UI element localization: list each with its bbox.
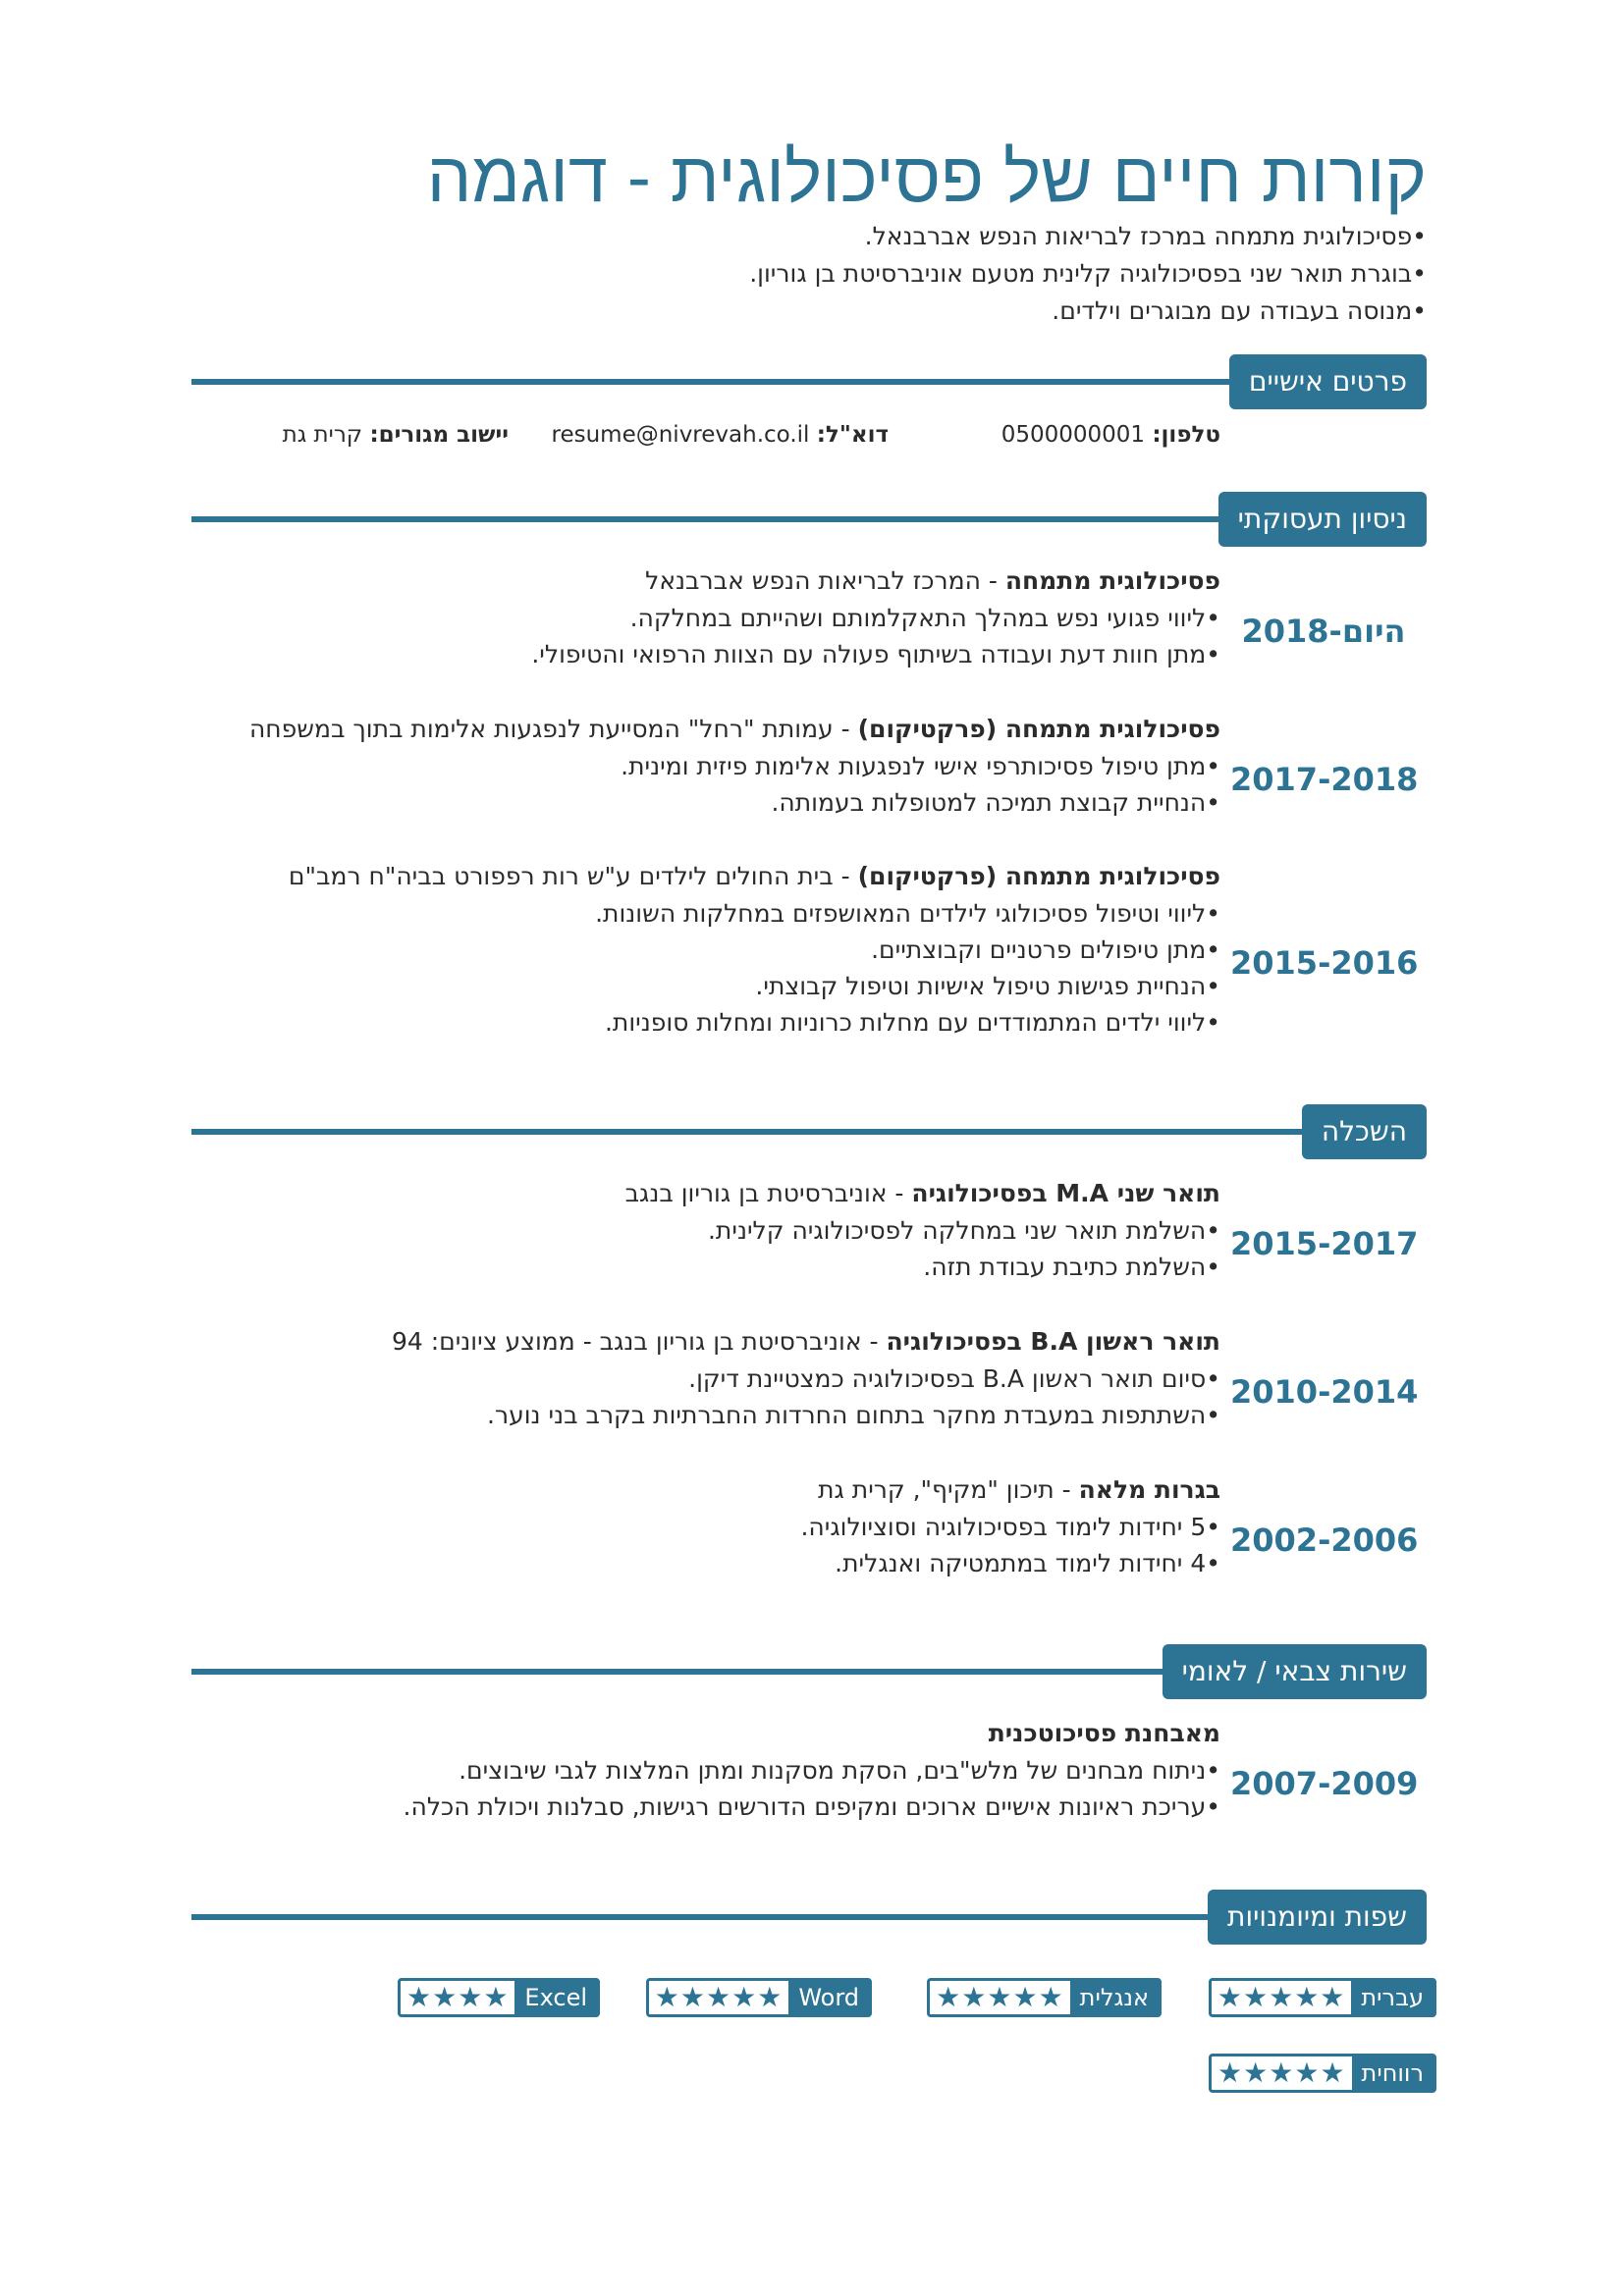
entry-bullet: • סיום תואר ראשון B.A בפסיכולוגיה כמצטיינת דיקן. — [177, 1361, 1220, 1397]
intro-item: • פסיכולוגית מתמחה במרכז לבריאות הנפש אברבנאל. — [749, 218, 1427, 255]
intro-item: • מנוסה בעבודה עם מבוגרים וילדים. — [749, 293, 1427, 330]
service-entry — [177, 1715, 1220, 1825]
entry-years: 2002-2006 — [1230, 1522, 1419, 1559]
city-field — [283, 422, 509, 448]
entry-place: - אוניברסיטת בן גוריון בנגב - ממוצע ציונים: 94 — [391, 1327, 887, 1356]
skill-name: Word — [788, 1981, 869, 2014]
skill-badge — [1209, 1978, 1436, 2017]
section-label-education: השכלה — [1302, 1104, 1427, 1159]
entry-bullet: • השלמת תואר שני במחלקה לפסיכולוגיה קלינית. — [177, 1212, 1220, 1249]
skill-name: רווחית — [1352, 2056, 1434, 2090]
entry-years: 2018-היום — [1241, 613, 1406, 650]
education-entry — [177, 1323, 1220, 1433]
entry-place: - עמותת "רחל" המסייעת לנפגעות אלימות בתוך במשפחה — [248, 715, 858, 743]
experience-entry — [177, 711, 1220, 821]
entry-years: 2015-2016 — [1230, 944, 1419, 982]
intro-item: • בוגרת תואר שני בפסיכולוגיה קלינית מטעם אוניברסיטת בן גוריון. — [749, 255, 1427, 293]
entry-bullet: • עריכת ראיונות אישיים ארוכים ומקיפים הדורשים רגישות, סבלנות ויכולת הכלה. — [177, 1789, 1220, 1825]
entry-role: בגרות מלאה — [1078, 1475, 1220, 1504]
skill-badge — [646, 1978, 872, 2017]
entry-years: 2010-2014 — [1230, 1373, 1419, 1411]
entry-place: - המרכז לבריאות הנפש אברבנאל — [645, 566, 1005, 595]
star-rating-icon: ★★★★ — [406, 1981, 510, 2013]
star-rating-icon: ★★★★★ — [1217, 1981, 1346, 2013]
entry-bullet: • מתן טיפול פסיכותרפי אישי לנפגעות אלימות פיזית ומינית. — [177, 748, 1220, 784]
entry-bullet: • השלמת כתיבת עבודת תזה. — [177, 1249, 1220, 1285]
section-label-service: שירות צבאי / לאומי — [1163, 1644, 1427, 1699]
entry-role: מאבחנת פסיכוטכנית — [988, 1719, 1220, 1747]
city-value: קרית גת — [282, 422, 363, 448]
entry-bullet: • הנחיית פגישות טיפול אישיות וטיפול קבוצתי. — [177, 968, 1220, 1004]
section-label-experience: ניסיון תעסוקתי — [1218, 492, 1427, 547]
email-value: resume@nivrevah.co.il — [551, 422, 810, 448]
entry-role: פסיכולוגית מתמחה (פרקטיקום) — [857, 715, 1220, 743]
email-field — [552, 422, 889, 448]
skill-name: אנגלית — [1070, 1981, 1159, 2014]
phone-field — [1001, 422, 1220, 448]
entry-bullet: • הנחיית קבוצת תמיכה למטופלות בעמותה. — [177, 784, 1220, 821]
entry-bullet: • מתן חוות דעת ועבודה בשיתוף פעולה עם הצוות הרפואי והטיפולי. — [177, 636, 1220, 672]
skill-name: Excel — [514, 1981, 597, 2014]
entry-place: - בית החולים לילדים ע"ש רות רפפורט בביה"ח רמב"ם — [288, 862, 858, 890]
skill-badge — [1209, 2054, 1436, 2093]
entry-role: פסיכולוגית מתמחה — [1004, 566, 1220, 595]
email-label: דוא"ל: — [816, 422, 889, 448]
city-label: יישוב מגורים: — [369, 422, 509, 448]
experience-entry — [177, 858, 1220, 1041]
entry-role: תואר שני M.A בפסיכולוגיה — [911, 1179, 1220, 1207]
section-label-skills: שפות ומיומנויות — [1208, 1890, 1427, 1945]
skill-name: עברית — [1351, 1981, 1434, 2014]
entry-bullet: • השתתפות במעבדת מחקר בתחום החרדות החברתיות בקרב בני נוער. — [177, 1397, 1220, 1433]
skill-badge — [927, 1978, 1162, 2017]
entry-bullet: • ניתוח מבחנים של מלש"בים, הסקת מסקנות ומתן המלצות לגבי שיבוצים. — [177, 1752, 1220, 1789]
star-rating-icon: ★★★★★ — [654, 1981, 784, 2013]
star-rating-icon: ★★★★★ — [1217, 2056, 1346, 2089]
phone-label: טלפון: — [1152, 422, 1220, 448]
entry-place: - אוניברסיטת בן גוריון בנגב — [624, 1179, 912, 1207]
education-entry — [177, 1471, 1220, 1581]
phone-value: 0500000001 — [1001, 422, 1146, 448]
entry-bullet: • 4 יחידות לימוד במתמטיקה ואנגלית. — [177, 1545, 1220, 1581]
section-label-personal: פרטים אישיים — [1229, 354, 1427, 409]
experience-entry — [177, 562, 1220, 672]
intro-list — [749, 218, 1427, 330]
entry-years: 2015-2017 — [1230, 1225, 1419, 1262]
entry-bullet: • מתן טיפולים פרטניים וקבוצתיים. — [177, 932, 1220, 968]
entry-years: 2017-2018 — [1230, 761, 1419, 798]
entry-bullet: • 5 יחידות לימוד בפסיכולוגיה וסוציולוגיה. — [177, 1509, 1220, 1545]
entry-bullet: • ליווי ילדים המתמודדים עם מחלות כרוניות ומחלות סופניות. — [177, 1004, 1220, 1041]
page-title: קורות חיים של פסיכולוגית - דוגמה — [426, 138, 1427, 217]
entry-bullet: • ליווי פגועי נפש במהלך התאקלמותם ושהייתם במחלקה. — [177, 600, 1220, 636]
entry-place: - תיכון "מקיף", קרית גת — [818, 1475, 1079, 1504]
section-divider — [191, 1129, 1427, 1135]
skill-badge — [398, 1978, 600, 2017]
entry-bullet: • ליווי וטיפול פסיכולוגי לילדים המאושפזים במחלקות השונות. — [177, 895, 1220, 932]
entry-role: פסיכולוגית מתמחה (פרקטיקום) — [857, 862, 1220, 890]
education-entry — [177, 1175, 1220, 1285]
star-rating-icon: ★★★★★ — [936, 1981, 1064, 2013]
entry-years: 2007-2009 — [1230, 1765, 1419, 1802]
entry-role: תואר ראשון B.A בפסיכולוגיה — [886, 1327, 1220, 1356]
